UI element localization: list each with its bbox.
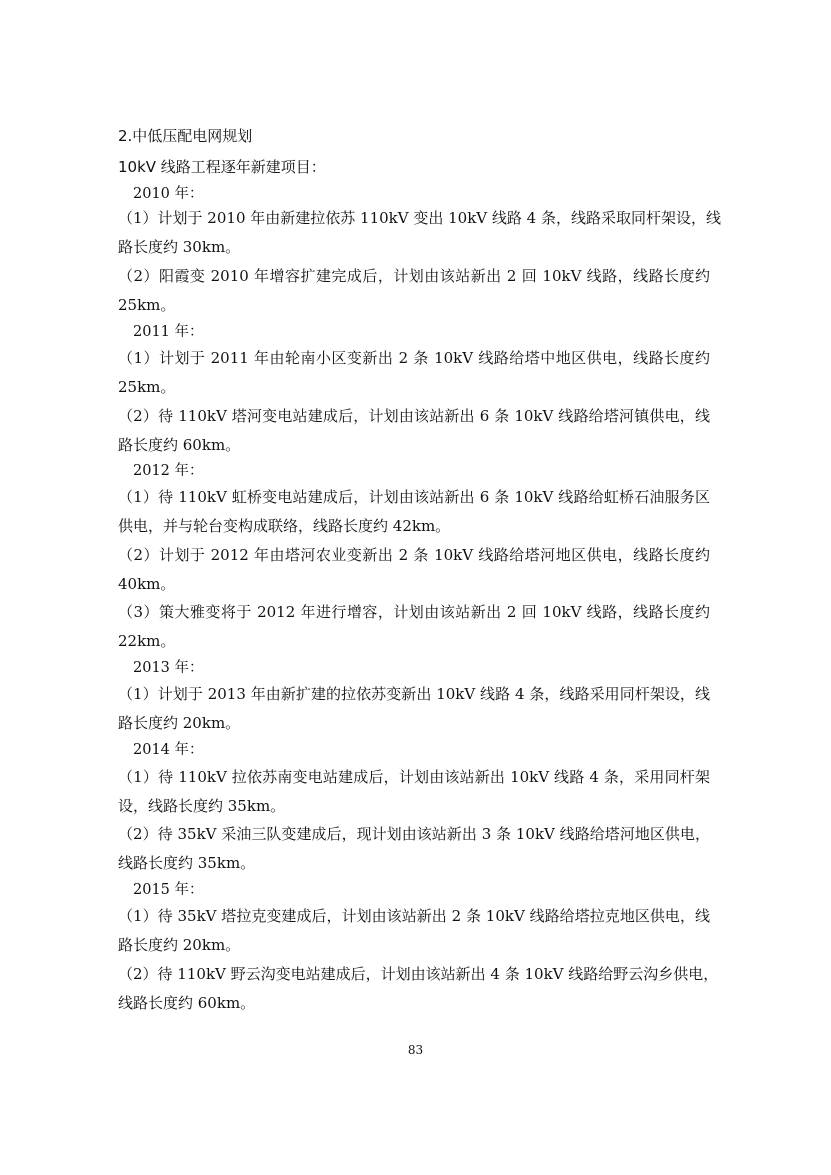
item-line: 25km。: [118, 378, 176, 397]
section-heading: 2.中低压配电网规划: [118, 127, 253, 145]
item-2013-1: [118, 680, 710, 739]
year-label-2013: 2013 年：: [133, 660, 204, 676]
year-label-2011: 2011 年：: [133, 324, 204, 340]
item-2014-1: [118, 763, 710, 822]
item-line: （2）待 35kV 采油三队变建成后，现计划由该站新出 3 条 10kV 线路给塔河地区供电，: [118, 825, 710, 843]
item-line: 线路长度约 35km。: [118, 854, 256, 873]
item-line: （1）计划于 2013 年由新扩建的拉依苏变新出 10kV 线路 4 条，线路采用同杆架设，线: [118, 685, 710, 703]
item-2011-1: [118, 344, 710, 403]
item-line: （1）计划于 2011 年由轮南小区变新出 2 条 10kV 线路给塔中地区供电，线路长度约: [118, 349, 710, 367]
item-line: （3）策大雅变将于 2012 年进行增容，计划由该站新出 2 回 10kV 线路，线路长度约: [118, 603, 710, 621]
item-line: 路长度约 20km。: [118, 936, 241, 955]
item-2015-2: [118, 960, 719, 1019]
item-line: 设，线路长度约 35km。: [118, 797, 286, 816]
item-line: 路长度约 20km。: [118, 714, 241, 733]
page-number: 83: [407, 1043, 424, 1057]
item-line: 路长度约 60km。: [118, 436, 241, 455]
year-label-2010: 2010 年：: [133, 186, 204, 202]
item-line: 路长度约 30km。: [118, 238, 241, 257]
item-2010-2: [118, 262, 710, 321]
item-line: 25km。: [118, 296, 176, 315]
item-line: （1）待 110kV 拉依苏南变电站建成后，计划由该站新出 10kV 线路 4 条，采用同杆架: [118, 768, 710, 786]
year-label-2014: 2014 年：: [133, 742, 204, 758]
item-line: （2）待 110kV 塔河变电站建成后，计划由该站新出 6 条 10kV 线路给塔河镇供电，线: [118, 407, 710, 425]
item-2014-2: [118, 820, 710, 879]
item-line: （2）计划于 2012 年由塔河农业变新出 2 条 10kV 线路给塔河地区供电，线路长度约: [118, 546, 710, 564]
item-2012-1: [118, 483, 710, 542]
item-line: 线路长度约 60km。: [118, 994, 256, 1013]
item-line: （2）待 110kV 野云沟变电站建成后，计划由该站新出 4 条 10kV 线路给野云沟乡供电，: [118, 965, 719, 983]
year-label-2015: 2015 年：: [133, 882, 204, 898]
item-line: （1）待 110kV 虹桥变电站建成后，计划由该站新出 6 条 10kV 线路给虹桥石油服务区: [118, 488, 710, 506]
item-line: 22km。: [118, 632, 176, 651]
item-line: 供电，并与轮台变构成联络，线路长度约 42km。: [118, 517, 451, 536]
item-2012-2: [118, 541, 710, 600]
section-subheading: 10kV 线路工程逐年新建项目：: [118, 158, 326, 176]
item-line: 40km。: [118, 575, 176, 594]
item-2011-2: [118, 402, 710, 461]
item-2010-1: [118, 204, 721, 263]
item-line: （1）计划于 2010 年由新建拉依苏 110kV 变出 10kV 线路 4 条，线路采取同杆架设，线: [118, 209, 721, 227]
item-2012-3: [118, 598, 710, 657]
item-2015-1: [118, 902, 710, 961]
year-label-2012: 2012 年：: [133, 463, 204, 479]
item-line: （2）阳霞变 2010 年增容扩建完成后，计划由该站新出 2 回 10kV 线路，线路长度约: [118, 267, 710, 285]
item-line: （1）待 35kV 塔拉克变建成后，计划由该站新出 2 条 10kV 线路给塔拉克地区供电，线: [118, 907, 710, 925]
